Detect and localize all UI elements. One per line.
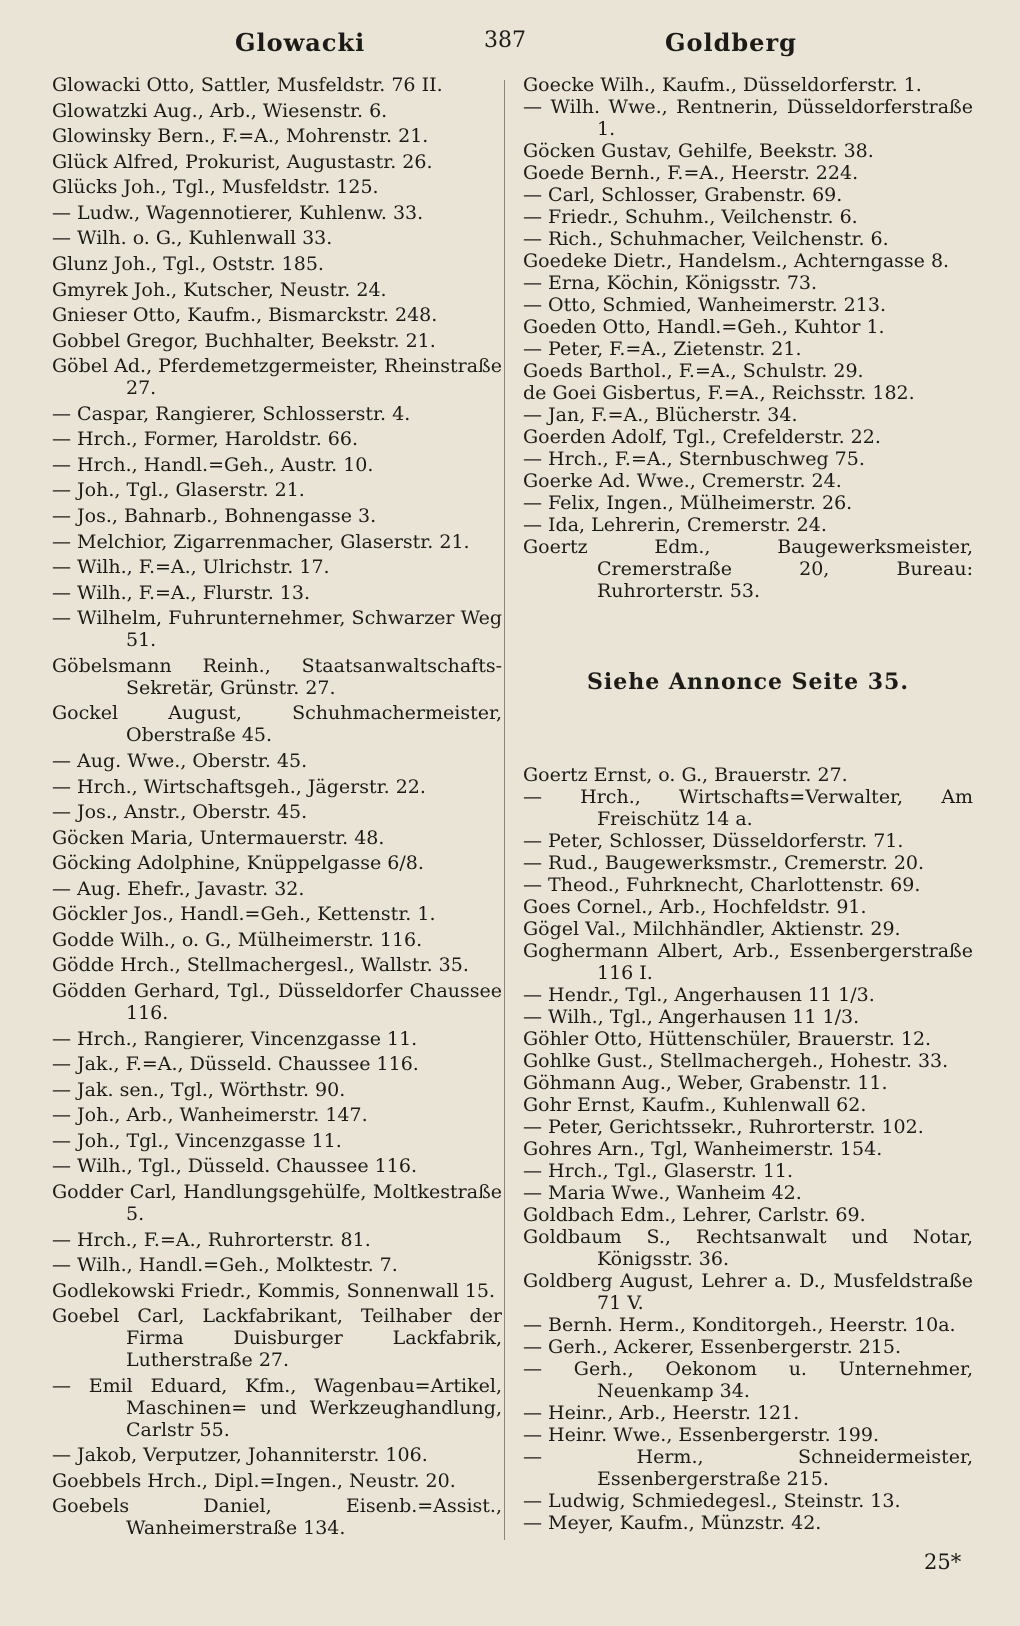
directory-entry: Goes Cornel., Arb., Hochfeldstr. 91. bbox=[523, 896, 867, 918]
directory-entry: — Gerh., Oekonom u. Unternehmer, Neuenkamp 34. bbox=[523, 1358, 973, 1402]
directory-entry: — Jan, F.=A., Blücherstr. 34. bbox=[523, 404, 798, 426]
directory-entry: Goede Bernh., F.=A., Heerstr. 224. bbox=[523, 162, 859, 184]
signature-mark: 25* bbox=[924, 1550, 962, 1574]
directory-entry: — Wilh., Tgl., Düsseld. Chaussee 116. bbox=[52, 1155, 417, 1178]
directory-entry: Gödden Gerhard, Tgl., Düsseldorfer Chaussee 116. bbox=[52, 980, 502, 1024]
directory-entry: Göbelsmann Reinh., Staatsanwaltschafts-Sekretär, Grünstr. 27. bbox=[52, 654, 502, 699]
directory-entry: — Wilh., F.=A., Ulrichstr. 17. bbox=[52, 556, 330, 579]
directory-entry: Goeds Barthol., F.=A., Schulstr. 29. bbox=[523, 360, 864, 382]
directory-entry: — Herm., Schneidermeister, Essenbergerstraße 215. bbox=[523, 1446, 973, 1490]
right-column-top bbox=[523, 74, 973, 602]
directory-entry: — Otto, Schmied, Wanheimerstr. 213. bbox=[523, 294, 886, 316]
directory-entry: — Wilhelm, Fuhrunternehmer, Schwarzer Weg 51. bbox=[52, 607, 502, 652]
directory-entry: — Carl, Schlosser, Grabenstr. 69. bbox=[523, 184, 843, 206]
directory-entry: — Hrch., F.=A., Sternbuschweg 75. bbox=[523, 448, 865, 470]
directory-entry: Gnieser Otto, Kaufm., Bismarckstr. 248. bbox=[52, 304, 438, 327]
directory-entry: — Emil Eduard, Kfm., Wagenbau=Artikel, Maschinen= und Werkzeughandlung, Carlstr 55. bbox=[52, 1374, 502, 1441]
directory-entry: — Felix, Ingen., Mülheimerstr. 26. bbox=[523, 492, 853, 514]
directory-entry: Goerke Ad. Wwe., Cremerstr. 24. bbox=[523, 470, 842, 492]
directory-entry: — Joh., Tgl., Glaserstr. 21. bbox=[52, 479, 305, 502]
directory-entry: Göcken Maria, Untermauerstr. 48. bbox=[52, 826, 385, 849]
directory-entry: Goertz Ernst, o. G., Brauerstr. 27. bbox=[523, 764, 848, 786]
directory-entry: Gödde Hrch., Stellmachergesl., Wallstr. 35. bbox=[52, 954, 469, 977]
directory-entry: Goldbaum S., Rechtsanwalt und Notar, Königsstr. 36. bbox=[523, 1226, 973, 1270]
directory-entry: Godlekowski Friedr., Kommis, Sonnenwall 15. bbox=[52, 1279, 496, 1302]
directory-entry: — Jak. sen., Tgl., Wörthstr. 90. bbox=[52, 1078, 346, 1101]
directory-entry: — Hendr., Tgl., Angerhausen 11 1/3. bbox=[523, 984, 875, 1006]
directory-entry: Gockel August, Schuhmachermeister, Oberstraße 45. bbox=[52, 702, 502, 747]
directory-entry: Gmyrek Joh., Kutscher, Neustr. 24. bbox=[52, 278, 387, 301]
directory-entry: — Ludw., Wagennotierer, Kuhlenw. 33. bbox=[52, 201, 424, 224]
directory-entry: — Wilh. Wwe., Rentnerin, Düsseldorferstraße 1. bbox=[523, 96, 973, 140]
directory-entry: — Jos., Bahnarb., Bohnengasse 3. bbox=[52, 505, 377, 527]
directory-entry: — Bernh. Herm., Konditorgeh., Heerstr. 10a. bbox=[523, 1314, 956, 1336]
directory-entry: — Wilh., Handl.=Geh., Molktestr. 7. bbox=[52, 1254, 398, 1277]
directory-entry: — Hrch., Wirtschaftsgeh., Jägerstr. 22. bbox=[52, 775, 426, 798]
directory-entry: — Joh., Arb., Wanheimerstr. 147. bbox=[52, 1104, 368, 1127]
directory-entry: — Wilh. o. G., Kuhlenwall 33. bbox=[52, 227, 333, 250]
directory-entry: Goebels Daniel, Eisenb.=Assist., Wanheimerstraße 134. bbox=[52, 1495, 502, 1540]
directory-entry: — Hrch., Former, Haroldstr. 66. bbox=[52, 428, 359, 451]
directory-entry: Gobbel Gregor, Buchhalter, Beekstr. 21. bbox=[52, 329, 436, 352]
directory-entry: — Heinr., Arb., Heerstr. 121. bbox=[523, 1402, 800, 1424]
directory-entry: Godder Carl, Handlungsgehülfe, Moltkestraße 5. bbox=[52, 1180, 502, 1225]
directory-entry: Glowinsky Bern., F.=A., Mohrenstr. 21. bbox=[52, 125, 429, 148]
directory-entry: — Heinr. Wwe., Essenbergerstr. 199. bbox=[523, 1424, 879, 1446]
advertisement-notice: Siehe Annonce Seite 35. bbox=[586, 669, 909, 695]
directory-entry: Goerden Adolf, Tgl., Crefelderstr. 22. bbox=[523, 426, 881, 448]
directory-entry: — Joh., Tgl., Vincenzgasse 11. bbox=[52, 1129, 342, 1152]
right-column bbox=[523, 74, 973, 1534]
left-column bbox=[52, 74, 502, 1540]
directory-entry: — Rud., Baugewerksmstr., Cremerstr. 20. bbox=[523, 852, 925, 874]
directory-entry: Goertz Edm., Baugewerksmeister, Cremerstraße 20, Bureau: Ruhrorterstr. 53. bbox=[523, 536, 973, 602]
directory-entry: — Wilh., F.=A., Flurstr. 13. bbox=[52, 581, 311, 604]
directory-entry: Göhler Otto, Hüttenschüler, Brauerstr. 12. bbox=[523, 1028, 932, 1050]
running-header bbox=[0, 22, 1020, 62]
directory-entry: — Maria Wwe., Wanheim 42. bbox=[523, 1182, 802, 1204]
directory-entry: — Ida, Lehrerin, Cremerstr. 24. bbox=[523, 514, 827, 536]
directory-entry: — Hrch., Tgl., Glaserstr. 11. bbox=[523, 1160, 794, 1182]
directory-entry: — Hrch., Handl.=Geh., Austr. 10. bbox=[52, 453, 374, 476]
directory-entry: Glowatzki Aug., Arb., Wiesenstr. 6. bbox=[52, 99, 388, 122]
directory-entry: — Hrch., Rangierer, Vincenzgasse 11. bbox=[52, 1027, 418, 1050]
directory-entry: Godde Wilh., o. G., Mülheimerstr. 116. bbox=[52, 928, 423, 951]
directory-entry: Göbel Ad., Pferdemetzgermeister, Rheinstraße 27. bbox=[52, 355, 502, 400]
directory-entry: Gögel Val., Milchhändler, Aktienstr. 29. bbox=[523, 918, 901, 940]
directory-entry: Goebbels Hrch., Dipl.=Ingen., Neustr. 20. bbox=[52, 1469, 456, 1492]
directory-entry: — Gerh., Ackerer, Essenbergerstr. 215. bbox=[523, 1336, 902, 1358]
right-column-bottom bbox=[523, 764, 973, 1534]
directory-entry: Goldbach Edm., Lehrer, Carlstr. 69. bbox=[523, 1204, 866, 1226]
directory-entry: Göckler Jos., Handl.=Geh., Kettenstr. 1. bbox=[52, 903, 436, 926]
directory-entry: — Rich., Schuhmacher, Veilchenstr. 6. bbox=[523, 228, 889, 250]
directory-entry: — Ludwig, Schmiedegesl., Steinstr. 13. bbox=[523, 1490, 901, 1512]
header-right-word: Goldberg bbox=[665, 28, 797, 57]
directory-entry: — Jak., F.=A., Düsseld. Chaussee 116. bbox=[52, 1053, 419, 1076]
directory-entry: — Erna, Köchin, Königsstr. 73. bbox=[523, 272, 818, 294]
directory-entry: — Melchior, Zigarrenmacher, Glaserstr. 21. bbox=[52, 530, 470, 553]
directory-entry: Glück Alfred, Prokurist, Augustastr. 26. bbox=[52, 150, 433, 173]
directory-entry: — Peter, Schlosser, Düsseldorferstr. 71. bbox=[523, 830, 904, 852]
directory-entry: Goedeke Dietr., Handelsm., Achterngasse 8. bbox=[523, 250, 950, 272]
directory-entry: Gohres Arn., Tgl, Wanheimerstr. 154. bbox=[523, 1138, 883, 1160]
directory-entry: Göhmann Aug., Weber, Grabenstr. 11. bbox=[523, 1072, 888, 1094]
directory-entry: — Aug. Wwe., Oberstr. 45. bbox=[52, 749, 308, 772]
directory-entry: Glunz Joh., Tgl., Oststr. 185. bbox=[52, 252, 324, 275]
directory-entry: de Goei Gisbertus, F.=A., Reichsstr. 182. bbox=[523, 382, 915, 404]
directory-entry: — Jakob, Verputzer, Johanniterstr. 106. bbox=[52, 1444, 428, 1467]
directory-entry: Goghermann Albert, Arb., Essenbergerstraße 116 I. bbox=[523, 940, 973, 984]
directory-entry: — Theod., Fuhrknecht, Charlottenstr. 69. bbox=[523, 874, 921, 896]
directory-entry: — Peter, Gerichtssekr., Ruhrorterstr. 102. bbox=[523, 1116, 924, 1138]
directory-entry: — Jos., Anstr., Oberstr. 45. bbox=[52, 801, 308, 824]
directory-entry: — Hrch., Wirtschafts=Verwalter, Am Freischütz 14 a. bbox=[523, 786, 973, 830]
directory-entry: Goecke Wilh., Kaufm., Düsseldorferstr. 1. bbox=[523, 74, 922, 96]
directory-entry: Glücks Joh., Tgl., Musfeldstr. 125. bbox=[52, 176, 379, 199]
page-number: 387 bbox=[484, 28, 526, 53]
header-left-word: Glowacki bbox=[235, 28, 366, 57]
directory-entry: Gohlke Gust., Stellmachergeh., Hohestr. 33. bbox=[523, 1050, 949, 1072]
directory-entry: Glowacki Otto, Sattler, Musfeldstr. 76 II. bbox=[52, 74, 443, 96]
directory-entry: — Friedr., Schuhm., Veilchenstr. 6. bbox=[523, 206, 858, 228]
directory-entry: — Wilh., Tgl., Angerhausen 11 1/3. bbox=[523, 1006, 860, 1028]
directory-entry: Gohr Ernst, Kaufm., Kuhlenwall 62. bbox=[523, 1094, 867, 1116]
directory-entry: — Hrch., F.=A., Ruhrorterstr. 81. bbox=[52, 1228, 371, 1251]
directory-entry: Goeden Otto, Handl.=Geh., Kuhtor 1. bbox=[523, 316, 885, 338]
directory-entry: — Meyer, Kaufm., Münzstr. 42. bbox=[523, 1512, 822, 1534]
directory-entry: Göcking Adolphine, Knüppelgasse 6/8. bbox=[52, 852, 424, 875]
directory-entry: — Caspar, Rangierer, Schlosserstr. 4. bbox=[52, 402, 411, 425]
column-divider bbox=[504, 80, 505, 1540]
directory-entry: — Aug. Ehefr., Javastr. 32. bbox=[52, 877, 305, 900]
directory-entry: Goldberg August, Lehrer a. D., Musfeldstraße 71 V. bbox=[523, 1270, 973, 1314]
directory-entry: Göcken Gustav, Gehilfe, Beekstr. 38. bbox=[523, 140, 874, 162]
directory-entry: — Peter, F.=A., Zietenstr. 21. bbox=[523, 338, 802, 360]
directory-entry: Goebel Carl, Lackfabrikant, Teilhaber der Firma Duisburger Lackfabrik, Lutherstraße 27. bbox=[52, 1305, 502, 1372]
